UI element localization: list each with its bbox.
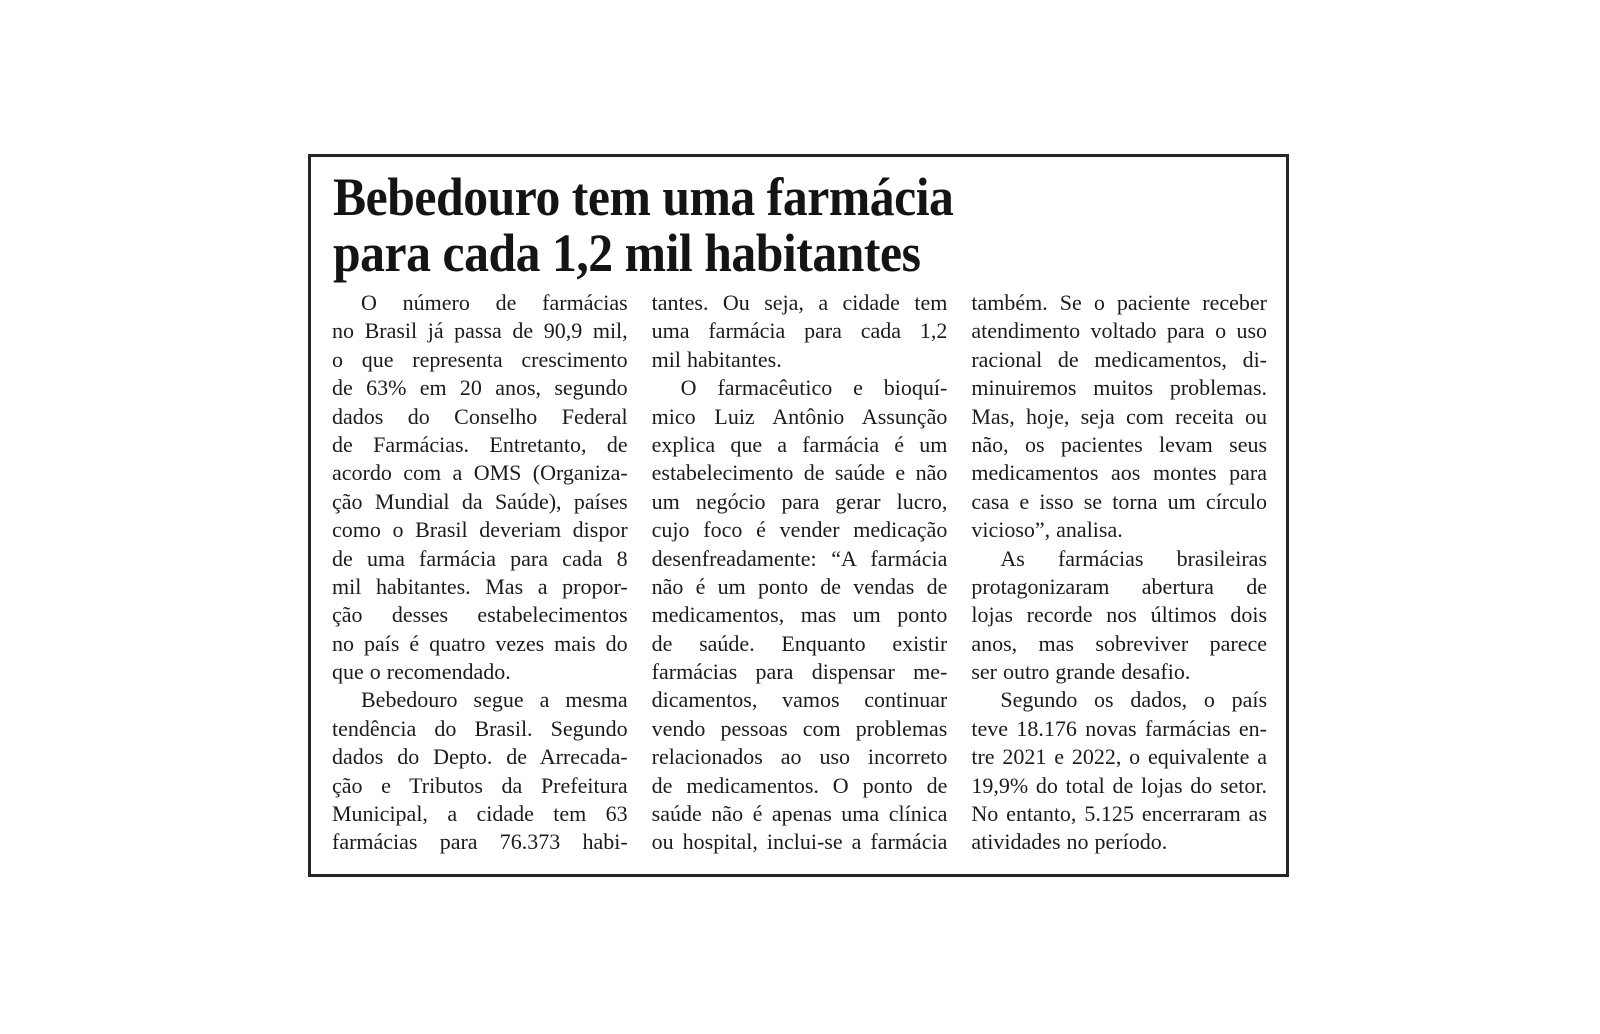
text-line: O número de farmácias <box>361 290 628 315</box>
text-line: Bebedouro segue a mesma <box>361 687 628 713</box>
text-line: farmácias para dispensar me- <box>651 659 948 685</box>
article-columns <box>332 289 1267 857</box>
text-line: racional de medicamentos, di- <box>971 346 1268 372</box>
text-line: como o Brasil deveriam dispor <box>332 517 628 543</box>
text-line: tantes. Ou seja, a cidade tem <box>651 290 948 315</box>
article-title-line-1: Bebedouro tem uma farmácia <box>333 167 954 227</box>
text-line: ser outro grande desafio. <box>971 659 1191 685</box>
text-line: mil habitantes. <box>651 346 782 372</box>
text-line: de uma farmácia para cada 8 <box>332 545 628 571</box>
text-line: de 63% em 20 anos, segundo <box>332 375 628 401</box>
text-line: de medicamentos. O ponto de <box>651 772 948 798</box>
text-line: que o recomendado. <box>332 659 511 685</box>
text-line: mico Luiz Antônio Assunção <box>651 403 948 429</box>
text-line: o que representa crescimento <box>332 346 628 372</box>
text-line: não é um ponto de vendas de <box>651 573 948 599</box>
text-line: No entanto, 5.125 encerraram as <box>971 801 1268 827</box>
text-line: relacionados ao uso incorreto <box>651 744 948 770</box>
newspaper-clipping <box>308 154 1289 877</box>
text-line: minuiremos muitos problemas. <box>971 375 1268 401</box>
text-line: anos, mas sobreviver parece <box>971 630 1268 656</box>
text-line: ção e Tributos da Prefeitura <box>332 772 628 798</box>
text-line: ção desses estabelecimentos <box>332 602 628 628</box>
text-line: dados do Conselho Federal <box>332 403 628 429</box>
article-title <box>333 169 1192 281</box>
text-line: não, os pacientes levam seus <box>971 431 1268 457</box>
text-line: medicamentos, mas um ponto <box>651 602 948 628</box>
text-line: estabelecimento de saúde e não <box>651 460 948 486</box>
text-line: no país é quatro vezes mais do <box>332 630 628 656</box>
text-line: Segundo os dados, o país <box>1000 687 1268 713</box>
text-line: dados do Depto. de Arrecada- <box>332 744 628 770</box>
text-line: mil habitantes. Mas a propor- <box>332 573 628 599</box>
text-line: uma farmácia para cada 1,2 <box>651 318 948 344</box>
text-line: de Farmácias. Entretanto, de <box>332 431 628 457</box>
text-line: 19,9% do total de lojas do setor. <box>971 772 1268 798</box>
text-line: medicamentos aos montes para <box>971 460 1268 486</box>
text-line: também. Se o paciente receber <box>971 290 1268 315</box>
text-line: atendimento voltado para o uso <box>971 318 1268 344</box>
text-line: Municipal, a cidade tem 63 <box>332 801 628 827</box>
text-line: farmácias para 76.373 habi- <box>332 829 628 855</box>
text-line: tre 2021 e 2022, o equivalente a <box>971 744 1268 770</box>
text-column-3 <box>971 289 1267 857</box>
text-line: acordo com a OMS (Organiza- <box>332 460 628 486</box>
text-line: teve 18.176 novas farmácias en- <box>971 715 1268 741</box>
text-line: Mas, hoje, seja com receita ou <box>971 403 1268 429</box>
article-title-line-2: para cada 1,2 mil habitantes <box>333 223 921 283</box>
text-line: ção Mundial da Saúde), países <box>332 488 628 514</box>
text-line: cujo foco é vender medicação <box>651 517 948 543</box>
text-line: desenfreadamente: “A farmácia <box>651 545 948 571</box>
text-line: atividades no período. <box>971 829 1168 855</box>
text-line: vicioso”, analisa. <box>971 517 1123 543</box>
text-line: explica que a farmácia é um <box>651 431 948 457</box>
text-column-1 <box>332 289 628 857</box>
text-line: vendo pessoas com problemas <box>651 715 948 741</box>
text-line: dicamentos, vamos continuar <box>651 687 948 713</box>
text-line: As farmácias brasileiras <box>1000 545 1268 571</box>
text-line: O farmacêutico e bioquí- <box>680 375 948 401</box>
text-line: tendência do Brasil. Segundo <box>332 715 628 741</box>
text-line: de saúde. Enquanto existir <box>651 630 948 656</box>
text-line: protagonizaram abertura de <box>971 573 1268 599</box>
text-line: lojas recorde nos últimos dois <box>971 602 1268 628</box>
text-line: saúde não é apenas uma clínica <box>651 801 948 827</box>
text-column-2 <box>652 289 948 857</box>
text-line: ou hospital, inclui-se a farmácia <box>651 829 948 855</box>
text-line: um negócio para gerar lucro, <box>651 488 948 514</box>
text-line: casa e isso se torna um círculo <box>971 488 1268 514</box>
text-line: no Brasil já passa de 90,9 mil, <box>332 318 628 344</box>
